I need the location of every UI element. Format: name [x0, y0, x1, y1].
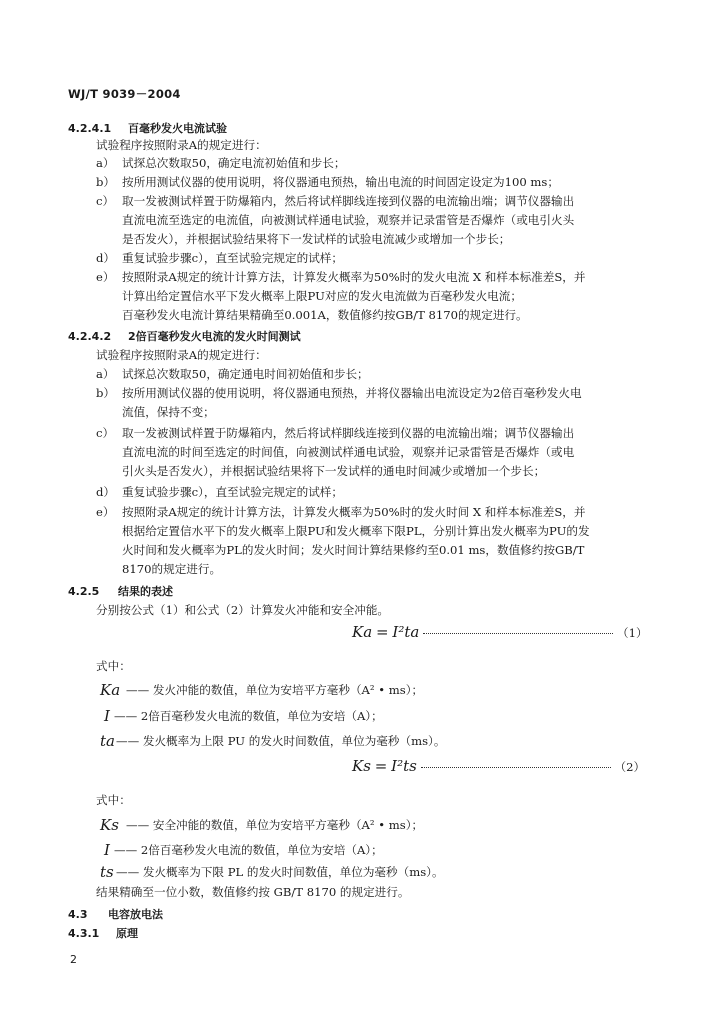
where-label-1: 式中：	[96, 659, 131, 673]
list-item-c-4241-line2: 直流电流至选定的电流值，向被测试样通电试验，观察并记录雷管是否爆炸（或电引火头	[122, 213, 575, 227]
var-symbol-ts: ts	[100, 863, 114, 881]
var-desc-ts: —— 发火概率为下限 PL 的发火时间数值，单位为毫秒（ms）。	[116, 865, 444, 879]
list-item-c-4241-line3: 是否发火），并根据试验结果将下一发试样的试验电流减少或增加一个步长；	[122, 232, 511, 246]
where-label-2: 式中：	[96, 793, 131, 807]
list-item-b-4242-line2: 流值，保持不变；	[122, 405, 215, 419]
section-number-43: 4.3	[68, 908, 88, 921]
document-code: WJ/T 9039－2004	[68, 87, 181, 101]
section-title-4242: 2倍百毫秒发火电流的发火时间测试	[128, 330, 301, 343]
list-marker: c）	[96, 194, 115, 208]
section-number-431: 4.3.1	[68, 927, 100, 940]
formula-2-equals: =	[374, 757, 388, 775]
var-desc-i-2: —— 2倍百毫秒发火电流的数值，单位为安培（A）；	[114, 843, 383, 857]
list-marker: d）	[96, 251, 116, 265]
formula-2-lhs: Ks	[352, 757, 371, 775]
formula-1-lhs: Ka	[352, 623, 373, 641]
list-marker: b）	[96, 175, 116, 189]
list-item-d-4242: 重复试验步骤c），直至试验完规定的试样；	[122, 485, 343, 499]
list-item-c-4241-line1: 取一发被测试样置于防爆箱内，然后将试样脚线连接到仪器的电流输出端；调节仪器输出	[122, 194, 575, 208]
section-title-425: 结果的表述	[118, 585, 173, 598]
section-title-43: 电容放电法	[108, 908, 163, 921]
list-marker: e）	[96, 505, 115, 519]
list-item-e-4242-line4: 8170的规定进行。	[122, 562, 222, 576]
formula-1-number: （1）	[616, 626, 648, 640]
page-number: 2	[70, 953, 77, 966]
list-item-d-4241: 重复试验步骤c），直至试验完规定的试样；	[122, 251, 343, 265]
list-marker: c）	[96, 426, 115, 440]
paragraph-intro-425: 分别按公式（1）和公式（2）计算发火冲能和安全冲能。	[96, 603, 390, 617]
list-item-c-4242-line1: 取一发被测试样置于防爆箱内，然后将试样脚线连接到仪器的电流输出端；调节仪器输出	[122, 426, 575, 440]
section-title-431: 原理	[116, 927, 138, 940]
var-symbol-i-2: I	[104, 841, 110, 859]
paragraph-intro-4242: 试验程序按照附录A的规定进行：	[96, 348, 267, 362]
list-marker: e）	[96, 270, 115, 284]
formula-1	[352, 625, 648, 640]
list-marker: a）	[96, 367, 115, 381]
list-item-e-4242-line2: 根据给定置信水平下的发火概率上限PU和发火概率下限PL，分别计算出发火概率为PU的发	[122, 524, 590, 538]
formula-1-rhs: I²ta	[392, 623, 420, 641]
list-item-e-4241-line2: 计算出给定置信水平下发火概率上限PU对应的发火电流做为百毫秒发火电流；	[122, 289, 522, 303]
paragraph-intro-4241: 试验程序按照附录A的规定进行：	[96, 138, 267, 152]
leader-dots	[423, 633, 613, 634]
section-number-4241: 4.2.4.1	[68, 122, 112, 135]
var-desc-ka: —— 发火冲能的数值，单位为安培平方毫秒（A² • ms）；	[126, 683, 424, 697]
list-item-c-4242-line3: 引火头是否发火），并根据试验结果将下一发试样的通电时间减少或增加一个步长；	[122, 464, 546, 478]
list-marker: a）	[96, 156, 115, 170]
list-item-b-4241: 按所用测试仪器的使用说明，将仪器通电预热，输出电流的时间固定设定为100 ms；	[122, 175, 559, 189]
list-item-e-4241-line3: 百毫秒发火电流计算结果精确至0.001A，数值修约按GB/T 8170的规定进行。	[122, 308, 528, 322]
list-item-b-4242-line1: 按所用测试仪器的使用说明，将仪器通电预热，并将仪器输出电流设定为2倍百毫秒发火电	[122, 386, 582, 400]
var-desc-ta: —— 发火概率为上限 PU 的发火时间数值，单位为毫秒（ms）。	[116, 734, 446, 748]
var-desc-i: —— 2倍百毫秒发火电流的数值，单位为安培（A）；	[114, 709, 383, 723]
list-item-e-4242-line3: 火时间和发火概率为PL的发火时间；发火时间计算结果修约至0.01 ms，数值修约按GB/T	[122, 543, 585, 557]
var-symbol-ta: ta	[100, 732, 115, 750]
section-number-4242: 4.2.4.2	[68, 330, 112, 343]
list-item-a-4241: 试探总次数取50，确定电流初始值和步长；	[122, 156, 346, 170]
var-symbol-ka: Ka	[100, 681, 121, 699]
formula-2	[352, 759, 645, 774]
formula-2-rhs: I²ts	[391, 757, 417, 775]
paragraph-final-425: 结果精确至一位小数，数值修约按 GB/T 8170 的规定进行。	[96, 885, 410, 899]
list-item-c-4242-line2: 直流电流的时间至选定的时间值，向被测试样通电试验，观察并记录雷管是否爆炸（或电	[122, 445, 575, 459]
section-number-425: 4.2.5	[68, 585, 100, 598]
section-title-4241: 百毫秒发火电流试验	[128, 122, 227, 135]
var-desc-ks: —— 安全冲能的数值，单位为安培平方毫秒（A² • ms）；	[126, 818, 424, 832]
list-marker: b）	[96, 386, 116, 400]
var-symbol-i: I	[104, 707, 110, 725]
list-item-a-4242: 试探总次数取50，确定通电时间初始值和步长；	[122, 367, 369, 381]
formula-1-equals: =	[375, 623, 389, 641]
list-marker: d）	[96, 485, 116, 499]
formula-2-number: （2）	[614, 760, 646, 774]
var-symbol-ks: Ks	[100, 816, 119, 834]
leader-dots	[421, 767, 611, 768]
list-item-e-4242-line1: 按照附录A规定的统计计算方法，计算发火概率为50%时的发火时间 X 和样本标准差S，并	[122, 505, 586, 519]
list-item-e-4241-line1: 按照附录A规定的统计计算方法，计算发火概率为50%时的发火电流 X 和样本标准差S，并	[122, 270, 586, 284]
